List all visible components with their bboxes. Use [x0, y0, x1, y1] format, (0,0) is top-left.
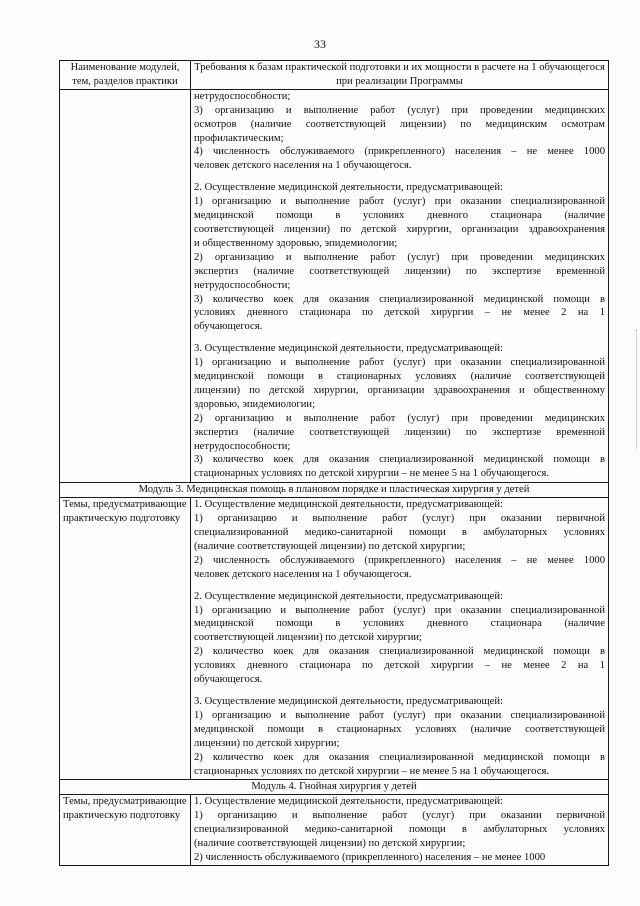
- text-line: 4) численность обслуживаемого (прикрепленного) населения – не менее 1000: [194, 146, 605, 158]
- text-line: медицинской помощи в условиях дневного стационара (наличие: [194, 210, 605, 222]
- module4-left-label: Темы, предусматривающие практическую подготовку: [60, 795, 191, 866]
- text-line: 3. Осуществление медицинской деятельности, предусматривающей:: [194, 343, 503, 355]
- text-line: соответствующей лицензии) по детской хирургии;: [194, 632, 422, 644]
- text-line: человек детского населения на 1 обучающегося.: [194, 568, 412, 580]
- page-number: 33: [314, 37, 326, 51]
- text-line: лицензии) по детской хирургии, организации здравоохранения и общественному: [194, 384, 605, 396]
- module3-title: Модуль 3. Медицинская помощь в плановом порядке и пластическая хирургия у детей: [60, 483, 609, 498]
- text-line: 1) организацию и выполнение работ (услуг) при оказании специализированной: [194, 357, 605, 369]
- text-line: нетрудоспособности;: [194, 90, 291, 102]
- text-line: 3) количество коек для оказания специализированной медицинской помощи в: [194, 454, 605, 466]
- text-line: 3. Осуществление медицинской деятельности, предусматривающей:: [194, 695, 503, 707]
- text-line: 2. Осуществление медицинской деятельности, предусматривающей:: [194, 182, 503, 194]
- text-line: 2) количество коек для оказания специализированной медицинской помощи в: [194, 646, 605, 658]
- continuation-left-cell: [60, 89, 191, 482]
- continuation-block-2: [194, 342, 605, 482]
- text-line: 1) организацию и выполнение работ (услуг) при оказании специализированной: [194, 709, 605, 721]
- text-line: 1. Осуществление медицинской деятельности, предусматривающей:: [194, 499, 503, 511]
- continuation-right-cell: [191, 89, 609, 482]
- text-line: медицинской помощи в условиях дневного стационара (наличие: [194, 618, 605, 630]
- requirements-table: [59, 60, 609, 866]
- text-line: 1) организацию и выполнение работ (услуг) при оказании первичной: [194, 810, 605, 822]
- text-line: нетрудоспособности;: [194, 440, 291, 452]
- text-line: 2. Осуществление медицинской деятельности, предусматривающей:: [194, 590, 503, 602]
- text-line: стационарных условиях по детской хирургии – не менее 5 на 1 обучающегося.: [194, 468, 549, 480]
- text-line: специализированной медико-санитарной помощи в амбулаторных условиях: [194, 527, 605, 538]
- text-line: 3) количество коек для оказания специализированной медицинской помощи в: [194, 293, 605, 305]
- text-line: 2) численность обслуживаемого (прикрепленного) населения – не менее 1000: [194, 554, 605, 566]
- module3-block-2: [194, 590, 605, 687]
- header-col-requirements: Требования к базам практической подготовки и их мощности в расчете на 1 обучающегося при реализации Программы: [191, 61, 609, 90]
- table-header-row: [60, 61, 609, 90]
- text-line: 1. Осуществление медицинской деятельности, предусматривающей:: [194, 796, 503, 808]
- text-line: 1) организацию и выполнение работ (услуг) при оказании специализированной: [194, 196, 605, 208]
- text-line: соответствующей лицензии) по детской хирургии, организации здравоохранения: [194, 223, 605, 235]
- continuation-row: [60, 89, 609, 482]
- module4-title: Модуль 4. Гнойная хирургия у детей: [60, 780, 609, 795]
- module3-title-row: [60, 483, 609, 498]
- text-line: условиях дневного стационара по детской хирургии – не менее 2 на 1: [194, 307, 605, 319]
- text-line: медицинской помощи в стационарных условиях (наличие соответствующей: [194, 723, 605, 735]
- module4-right-cell: [191, 795, 609, 866]
- module4-content-row: [60, 795, 609, 866]
- text-line: экспертиз (наличие соответствующей лицензии) по экспертизе временной: [194, 426, 605, 438]
- text-line: обучающегося.: [194, 321, 263, 333]
- text-line: 1) организацию и выполнение работ (услуг) при оказании первичной: [194, 513, 605, 525]
- module3-content-row: [60, 498, 609, 780]
- module3-left-label: Темы, предусматривающие практическую подготовку: [60, 498, 191, 780]
- text-line: условиях дневного стационара по детской хирургии – не менее 2 на 1: [194, 660, 605, 672]
- module3-block-1: [194, 498, 605, 581]
- text-line: 2) количество коек для оказания специализированной медицинской помощи в: [194, 751, 605, 763]
- text-line: профилактическим;: [194, 132, 284, 144]
- text-line: здоровью, эпидемиологии;: [194, 398, 316, 410]
- text-line: 1) организацию и выполнение работ (услуг) при оказании специализированной: [194, 604, 605, 616]
- text-line: 3) организацию и выполнение работ (услуг) при проведении медицинских: [194, 104, 605, 116]
- header-col-modules: Наименование модулей, тем, разделов практики: [60, 61, 191, 90]
- text-line: 2) численность обслуживаемого (прикрепленного) населения – не менее 1000: [194, 851, 546, 863]
- text-line: экспертиз (наличие соответствующей лицензии) по экспертизе временной: [194, 265, 605, 277]
- module3-right-cell: [191, 498, 609, 780]
- text-line: нетрудоспособности;: [194, 279, 291, 291]
- text-line: и общественному здоровью, эпидемиологии;: [194, 237, 398, 249]
- text-line: медицинской помощи в стационарных условиях (наличие соответствующей: [194, 371, 605, 383]
- continuation-block-1: [194, 181, 605, 334]
- text-line: (наличие соответствующей лицензии) по детской хирургии;: [194, 838, 466, 850]
- module3-block-3: [194, 695, 605, 779]
- text-line: (наличие соответствующей лицензии) по детской хирургии;: [194, 540, 466, 552]
- continuation-block-0: [194, 90, 605, 173]
- module4-title-row: [60, 780, 609, 795]
- text-line: человек детского населения на 1 обучающегося.: [194, 160, 412, 172]
- scan-margin-marks: [634, 330, 637, 450]
- text-line: стационарных условиях по детской хирургии – не менее 5 на 1 обучающегося.: [194, 765, 549, 777]
- text-line: 2) организацию и выполнение работ (услуг) при проведении медицинских: [194, 251, 605, 263]
- text-line: осмотров (наличие соответствующей лицензии) по медицинским осмотрам: [194, 118, 605, 130]
- text-line: специализированной медико-санитарной помощи в амбулаторных условиях: [194, 824, 605, 836]
- text-line: лицензии) по детской хирургии;: [194, 737, 340, 749]
- text-line: обучающегося.: [194, 674, 263, 686]
- text-line: 2) организацию и выполнение работ (услуг) при проведении медицинских: [194, 412, 605, 424]
- module4-block-1: [194, 795, 605, 865]
